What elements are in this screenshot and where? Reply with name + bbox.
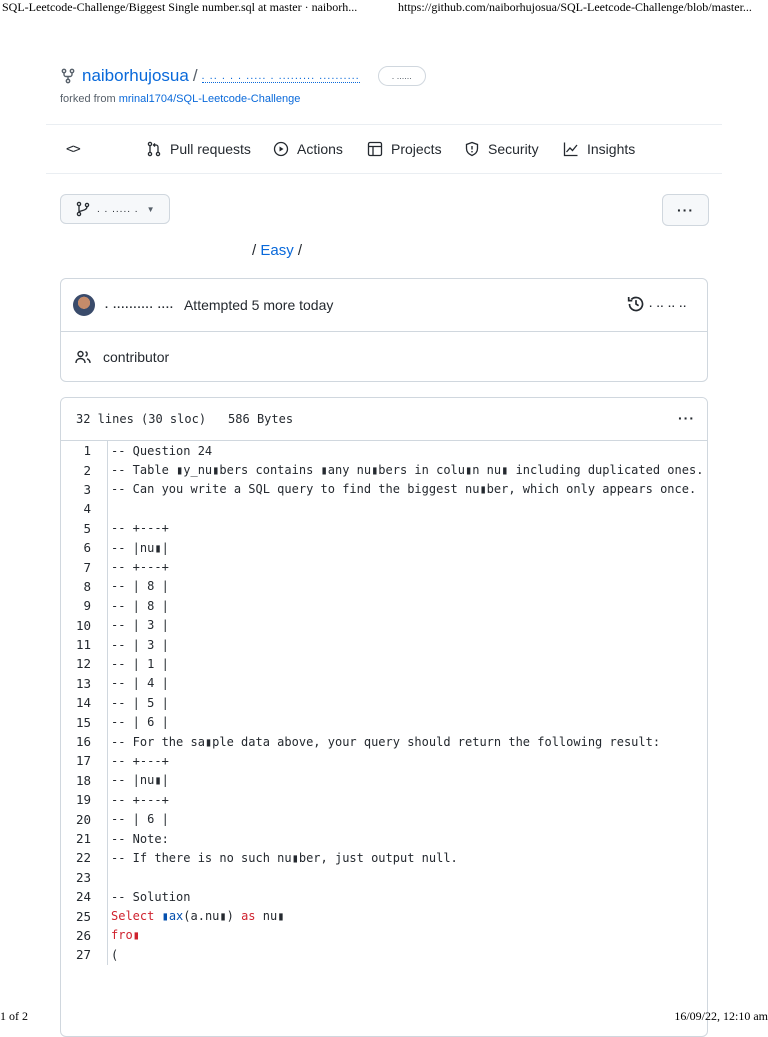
repo-nav — [46, 124, 722, 174]
code-line — [61, 674, 707, 693]
commit-author[interactable]: . .......... .... — [105, 299, 174, 311]
tab-projects[interactable] — [367, 125, 442, 173]
forked-prefix: forked from — [60, 93, 116, 105]
code-line — [61, 480, 707, 499]
repo-title — [60, 64, 426, 88]
file-viewer — [60, 397, 708, 1037]
print-header — [0, 0, 768, 16]
breadcrumb-separator: / — [297, 242, 303, 259]
code-text: -- For the sa▮ple data above, your query should return the following result: — [111, 734, 661, 749]
code-line — [61, 712, 707, 731]
code-line — [61, 751, 707, 770]
code-text: -- | 1 | — [111, 656, 169, 671]
line-number[interactable]: 9 — [83, 598, 91, 614]
code-text: -- +---+ — [111, 792, 169, 807]
line-number[interactable]: 13 — [75, 675, 91, 691]
code-icon: <> — [66, 141, 80, 157]
line-number[interactable]: 1 — [83, 443, 91, 459]
line-number[interactable]: 3 — [83, 481, 91, 497]
latest-commit-row — [61, 279, 707, 332]
code-token — [154, 909, 161, 923]
code-line — [61, 557, 707, 576]
line-number[interactable]: 22 — [75, 850, 91, 866]
code-text: -- Can you write a SQL query to find the biggest nu▮ber, which only appears once. — [111, 482, 697, 497]
file-line-count: 32 lines (30 sloc) — [76, 412, 207, 426]
line-number[interactable]: 27 — [75, 947, 91, 963]
line-number[interactable]: 2 — [83, 462, 91, 478]
contributors-row[interactable] — [61, 331, 707, 382]
print-page-url: https://github.com/naiborhujosua/SQL-Leetcode-Challenge/blob/master... — [398, 0, 752, 14]
line-number[interactable]: 11 — [75, 637, 91, 653]
code-line — [61, 693, 707, 712]
tab-security[interactable] — [464, 125, 539, 173]
code-line — [61, 926, 707, 945]
repo-forked-icon — [60, 68, 76, 84]
print-page-title: SQL-Leetcode-Challenge/Biggest Single number.sql at master · naiborh... — [2, 0, 358, 14]
code-line — [61, 809, 707, 828]
code-line — [61, 848, 707, 867]
line-number[interactable]: 7 — [83, 559, 91, 575]
tab-pull-requests[interactable] — [146, 125, 251, 173]
contributor-label: contributor — [103, 348, 170, 365]
repo-separator: / — [192, 66, 198, 85]
line-number[interactable]: 6 — [83, 540, 91, 556]
code-text: -- +---+ — [111, 521, 169, 536]
code-token: ▮ax — [161, 909, 184, 924]
code-text: -- | 5 | — [111, 695, 169, 710]
line-number[interactable]: 12 — [75, 656, 91, 672]
tab-actions[interactable] — [273, 125, 343, 173]
code-token: nu▮ — [255, 909, 285, 924]
code-text: -- | 6 | — [111, 812, 169, 827]
branch-name: . . ..... . — [97, 203, 139, 215]
code-line — [61, 441, 707, 460]
git-branch-icon — [75, 201, 91, 217]
code-line — [61, 868, 707, 887]
visibility-badge: . ...... — [378, 66, 426, 86]
forked-from — [60, 93, 300, 105]
chevron-down-icon: ▼ — [146, 204, 155, 214]
kebab-icon[interactable]: ··· — [678, 410, 695, 426]
file-size: 586 Bytes — [228, 412, 294, 426]
code-token: fro▮ — [111, 928, 140, 943]
line-number[interactable]: 24 — [75, 889, 91, 905]
code-text: -- Table ▮y_nu▮bers contains ▮any nu▮bers in colu▮n nu▮ including duplicated ones. — [111, 463, 704, 478]
code-text: -- Solution — [111, 889, 191, 904]
code-token: as — [241, 909, 256, 924]
code-text — [99, 909, 284, 923]
line-number[interactable]: 8 — [83, 578, 91, 594]
people-icon — [75, 349, 91, 365]
line-number[interactable]: 21 — [75, 831, 91, 846]
line-number[interactable]: 25 — [75, 908, 91, 924]
code-text: -- | 4 | — [111, 676, 169, 691]
breadcrumb-folder-link[interactable]: Easy — [260, 242, 294, 259]
code-text: -- | 3 | — [111, 637, 169, 652]
line-number[interactable]: 14 — [75, 695, 91, 711]
code-line — [61, 906, 707, 925]
code-line — [61, 732, 707, 751]
line-number[interactable]: 10 — [75, 617, 91, 633]
code-body — [61, 441, 707, 965]
tab-insights-label: Insights — [587, 141, 636, 157]
history-link[interactable] — [627, 295, 687, 313]
line-number[interactable]: 23 — [75, 869, 91, 885]
history-icon — [627, 295, 645, 313]
print-footer — [0, 1008, 768, 1024]
code-token: Select — [111, 909, 155, 924]
code-line — [61, 460, 707, 479]
code-line — [61, 790, 707, 809]
line-number[interactable]: 18 — [75, 772, 91, 788]
shield-icon — [464, 141, 480, 157]
forked-from-link[interactable]: mrinal1704/SQL-Leetcode-Challenge — [118, 93, 301, 105]
code-text: -- | 3 | — [111, 618, 169, 633]
file-actions-more-button[interactable]: ··· — [662, 194, 709, 226]
code-text: -- +---+ — [111, 753, 169, 768]
tab-projects-label: Projects — [391, 141, 442, 157]
tab-code[interactable] — [66, 125, 80, 173]
line-number[interactable]: 5 — [83, 520, 91, 536]
code-text: -- | 6 | — [111, 715, 169, 730]
line-number[interactable]: 17 — [75, 753, 91, 769]
pull-request-icon — [146, 141, 162, 157]
code-text: -- Note: — [111, 831, 169, 846]
line-number[interactable]: 26 — [75, 927, 91, 943]
code-text: -- +---+ — [111, 560, 169, 575]
graph-icon — [563, 141, 579, 157]
breadcrumb — [252, 242, 302, 259]
code-line — [61, 887, 707, 906]
code-line — [61, 519, 707, 538]
play-circle-icon — [273, 141, 289, 157]
code-text: -- |nu▮| — [111, 540, 169, 555]
print-page-number: 1 of 2 — [0, 1009, 28, 1023]
repo-name-link[interactable]: . .. . . . ..... . ......... .......... — [201, 69, 360, 82]
gutter-divider — [107, 441, 108, 965]
code-line — [61, 829, 707, 848]
table-icon — [367, 141, 383, 157]
code-line — [61, 945, 707, 964]
file-header — [61, 398, 707, 441]
code-text: -- | 8 | — [111, 598, 169, 613]
branch-selector[interactable] — [60, 194, 170, 224]
code-line — [61, 635, 707, 654]
code-token: (a.nu▮) — [183, 909, 242, 924]
print-datetime: 16/09/22, 12:10 am — [674, 1009, 768, 1023]
breadcrumb-separator: / — [252, 242, 257, 259]
commit-message[interactable]: Attempted 5 more today — [183, 297, 334, 313]
code-line — [61, 654, 707, 673]
code-line — [61, 616, 707, 635]
latest-commit-box — [60, 278, 708, 382]
code-line — [61, 577, 707, 596]
tab-pull-requests-label: Pull requests — [170, 141, 251, 157]
history-label: . .. .. .. — [649, 298, 687, 310]
line-number[interactable]: 4 — [83, 501, 91, 517]
repo-owner-link[interactable]: naiborhujosua — [82, 66, 189, 85]
code-text: -- |nu▮| — [111, 773, 169, 788]
line-number[interactable]: 16 — [75, 734, 91, 750]
tab-security-label: Security — [488, 141, 539, 157]
code-line — [61, 771, 707, 790]
tab-actions-label: Actions — [297, 141, 343, 157]
line-number[interactable]: 19 — [75, 792, 91, 808]
code-text — [99, 928, 140, 942]
code-line — [61, 499, 707, 518]
code-text: -- Question 24 — [111, 443, 213, 458]
code-text: -- | 8 | — [111, 579, 169, 594]
code-line — [61, 538, 707, 557]
line-number[interactable]: 15 — [75, 714, 91, 730]
avatar[interactable] — [73, 294, 95, 316]
tab-insights[interactable] — [563, 125, 635, 173]
line-number[interactable]: 20 — [75, 811, 91, 827]
code-text: ( — [111, 947, 119, 962]
code-line — [61, 596, 707, 615]
code-text: -- If there is no such nu▮ber, just output null. — [111, 850, 458, 865]
